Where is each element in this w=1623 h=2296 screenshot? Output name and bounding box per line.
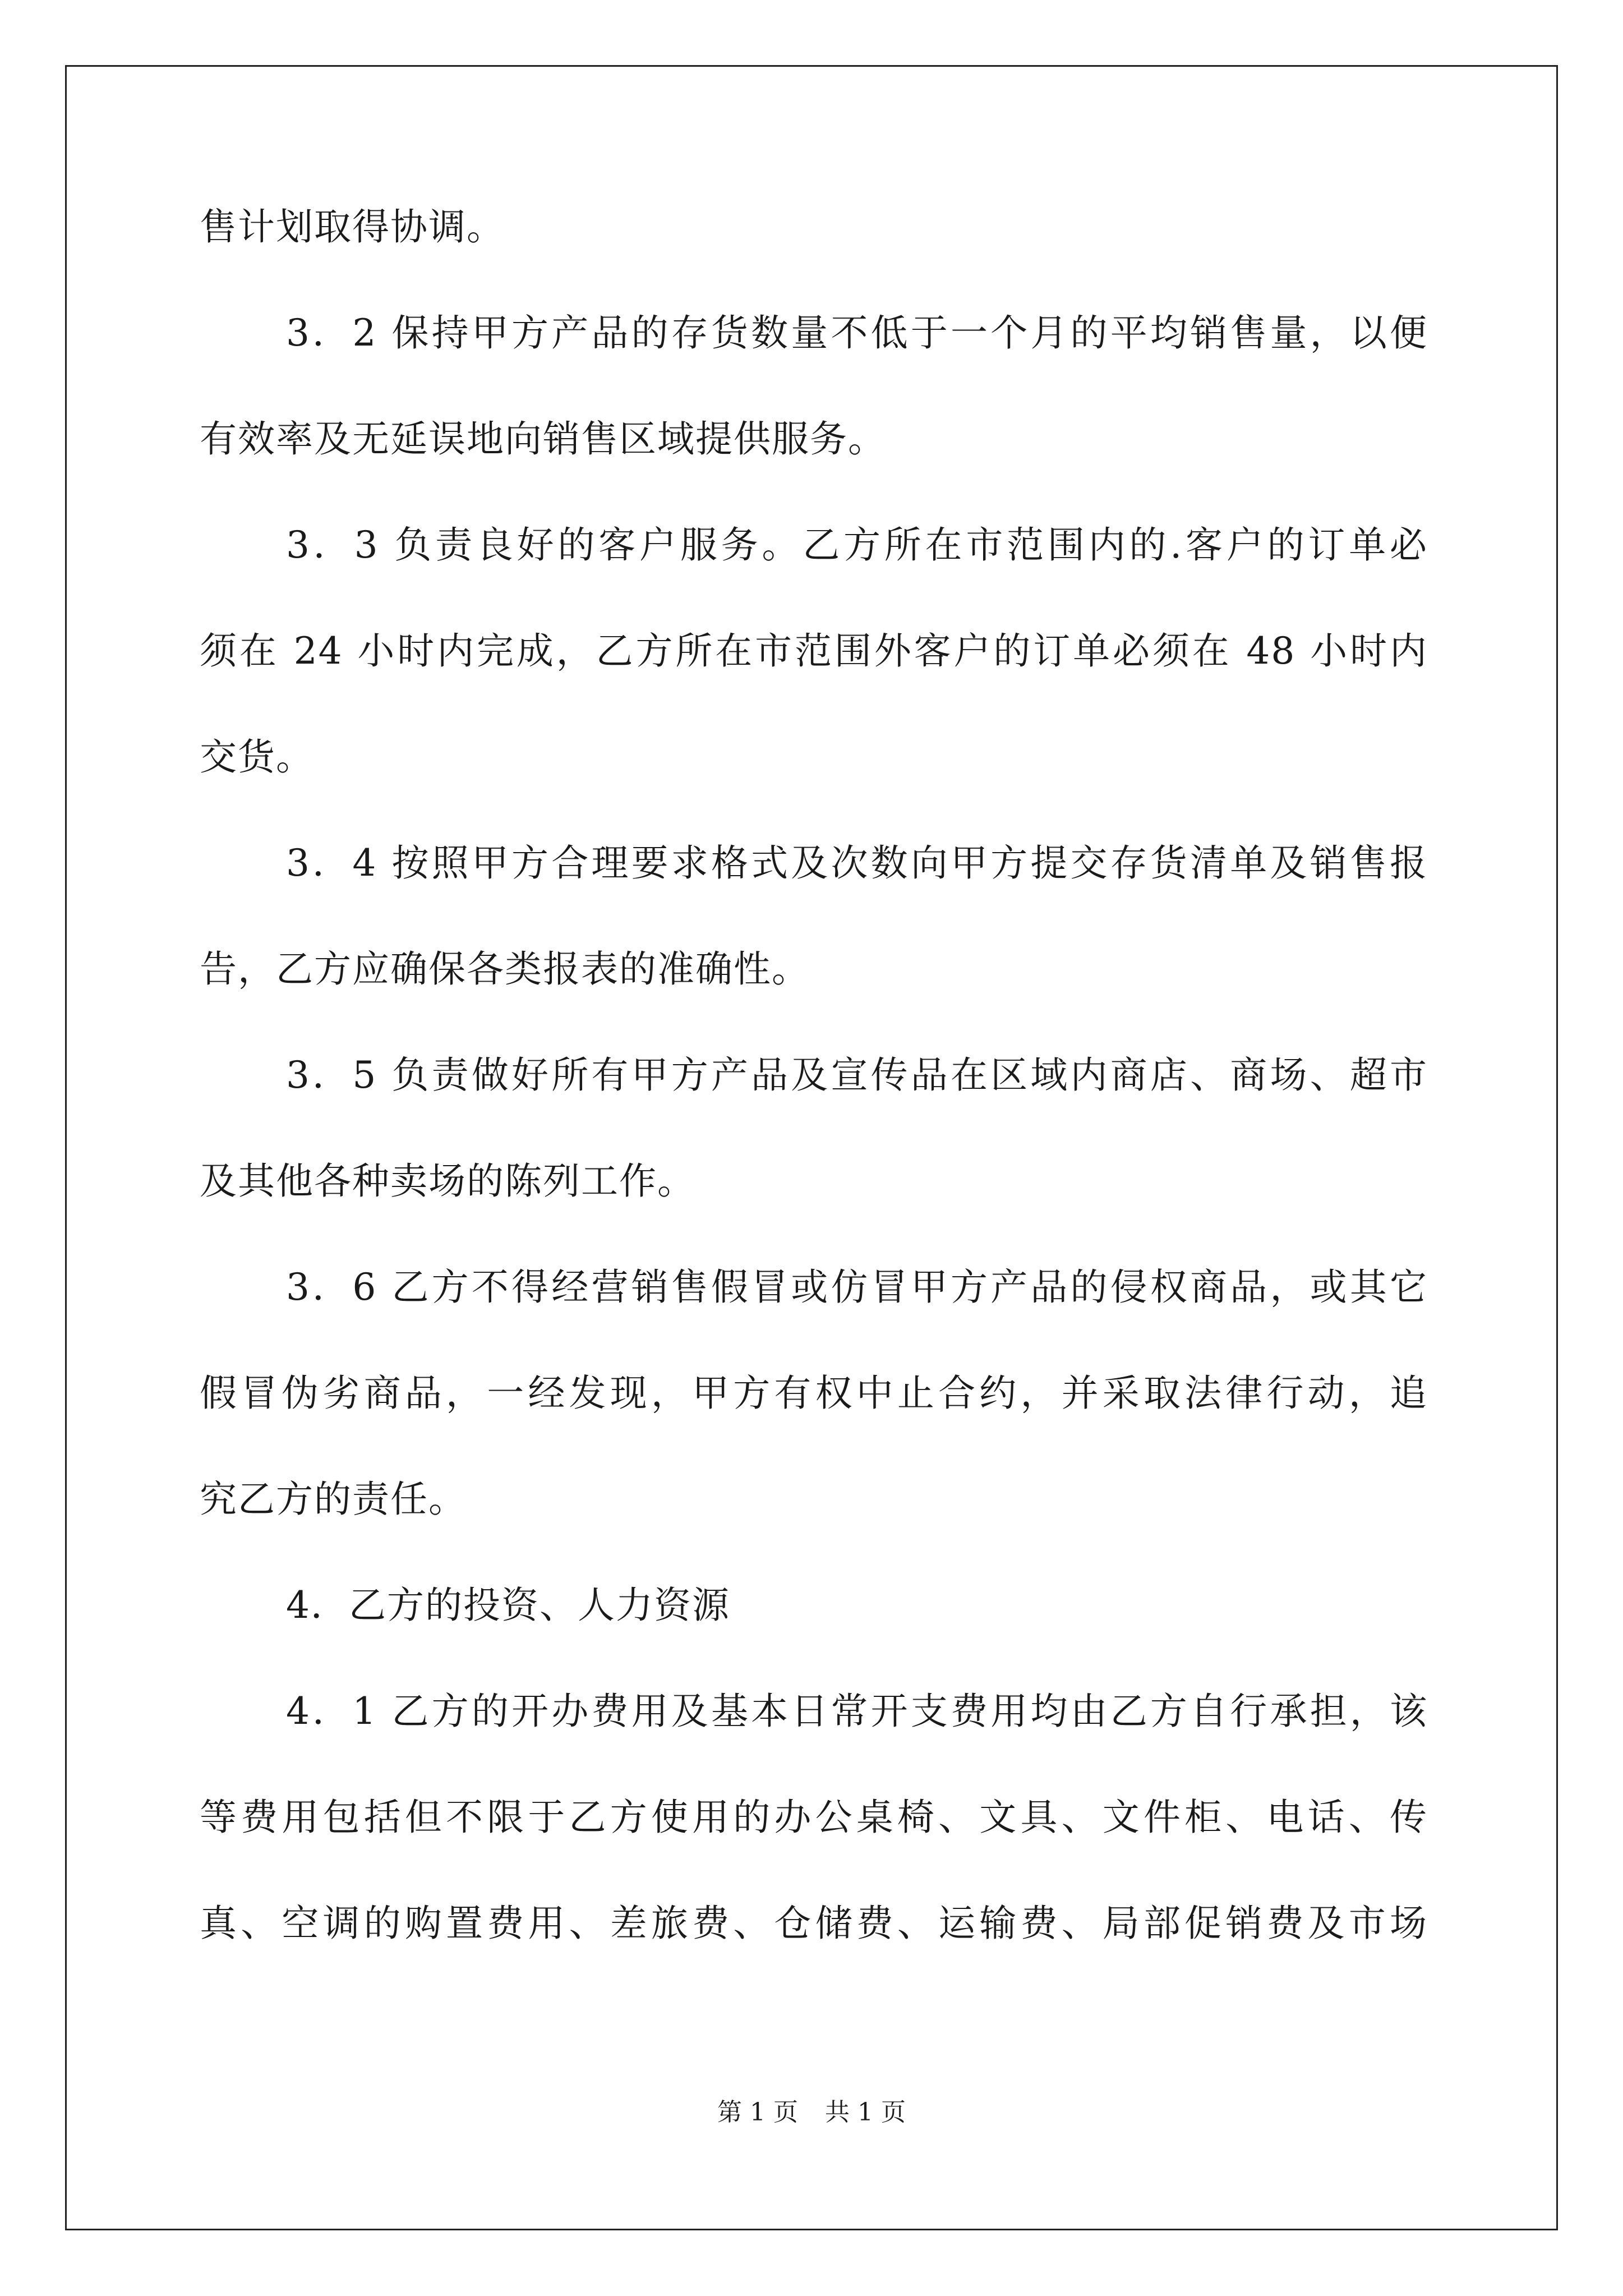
text-line-17: 真、空调的购置费用、差旅费、仓储费、运输费、局部促销费及市场	[200, 1902, 1428, 1945]
text-line-5: 须在 24 小时内完成，乙方所在市范围外客户的订单必须在 48 小时内	[200, 629, 1428, 673]
text-line-11: 3．6 乙方不得经营销售假冒或仿冒甲方产品的侵权商品，或其它	[286, 1266, 1428, 1309]
text-line-15: 4．1 乙方的开办费用及基本日常开支费用均由乙方自行承担，该	[286, 1690, 1428, 1733]
text-line-9: 3．5 负责做好所有甲方产品及宣传品在区域内商店、商场、超市	[286, 1053, 1428, 1097]
text-line-10: 及其他各种卖场的陈列工作。	[200, 1159, 695, 1203]
text-line-6: 交货。	[200, 735, 314, 779]
current-page-number: 第 1 页	[717, 2098, 798, 2127]
total-page-count: 共 1 页	[825, 2098, 906, 2127]
text-line-1: 售计划取得协调。	[200, 205, 505, 249]
text-line-3: 有效率及无延误地向销售区域提供服务。	[200, 417, 886, 461]
text-line-7: 3．4 按照甲方合理要求格式及次数向甲方提交存货清单及销售报	[286, 841, 1428, 885]
page-footer	[0, 2096, 1623, 2129]
text-line-8: 告，乙方应确保各类报表的准确性。	[200, 947, 810, 991]
section-heading-4: 4．乙方的投资、人力资源	[286, 1584, 730, 1627]
text-line-2: 3．2 保持甲方产品的存货数量不低于一个月的平均销售量，以便	[286, 311, 1428, 355]
text-line-13: 究乙方的责任。	[200, 1478, 467, 1521]
text-line-16: 等费用包括但不限于乙方使用的办公桌椅、文具、文件柜、电话、传	[200, 1796, 1428, 1839]
text-line-12: 假冒伪劣商品，一经发现，甲方有权中止合约，并采取法律行动，追	[200, 1372, 1428, 1415]
text-line-4: 3．3 负责良好的客户服务。乙方所在市范围内的.客户的订单必	[286, 523, 1428, 567]
